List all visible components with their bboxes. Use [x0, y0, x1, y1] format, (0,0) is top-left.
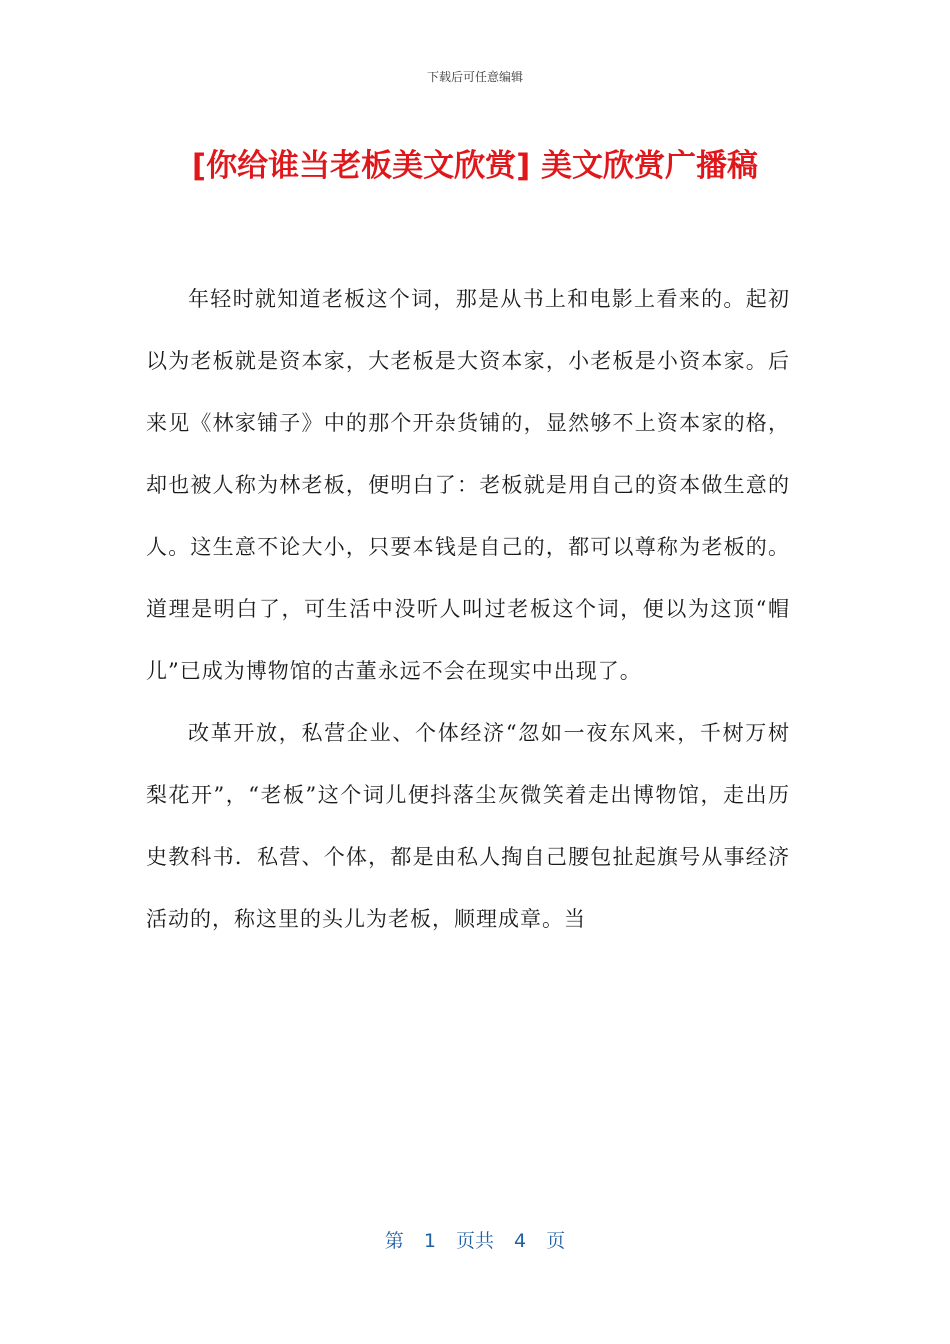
footer-suffix: 页 [546, 1230, 566, 1252]
footer-current-page: 1 [423, 1230, 436, 1252]
header-note: 下载后可任意编辑 [426, 70, 523, 84]
footer-prefix: 第 [384, 1230, 404, 1252]
page-footer [0, 1226, 950, 1253]
paragraph-2: 改革开放，私营企业、个体经济“忽如一夜东风来，千树万树梨花开”，“老板”这个词儿便抖落尘灰微笑着走出博物馆，走出历史教科书．私营、个体，都是由私人掏自己腰包扯起旗号从事经济活动的，称这里的头儿为老板，顺理成章。当 [146, 721, 790, 931]
document-title: [你给谁当老板美文欣赏] 美文欣赏广播稿 [191, 148, 759, 184]
footer-total-pages: 4 [514, 1230, 527, 1252]
document-body [146, 268, 790, 950]
paragraph-1: 年轻时就知道老板这个词，那是从书上和电影上看来的。起初以为老板就是资本家，大老板是大资本家，小老板是小资本家。后来见《林家铺子》中的那个开杂货铺的，显然够不上资本家的格，却也被人称为林老板，便明白了：老板就是用自己的资本做生意的人。这生意不论大小，只要本钱是自己的，都可以尊称为老板的。道理是明白了，可生活中没听人叫过老板这个词，便以为这顶“帽儿”已成为博物馆的古董永远不会在现实中出现了。 [146, 287, 790, 683]
footer-middle: 页共 [455, 1230, 494, 1252]
